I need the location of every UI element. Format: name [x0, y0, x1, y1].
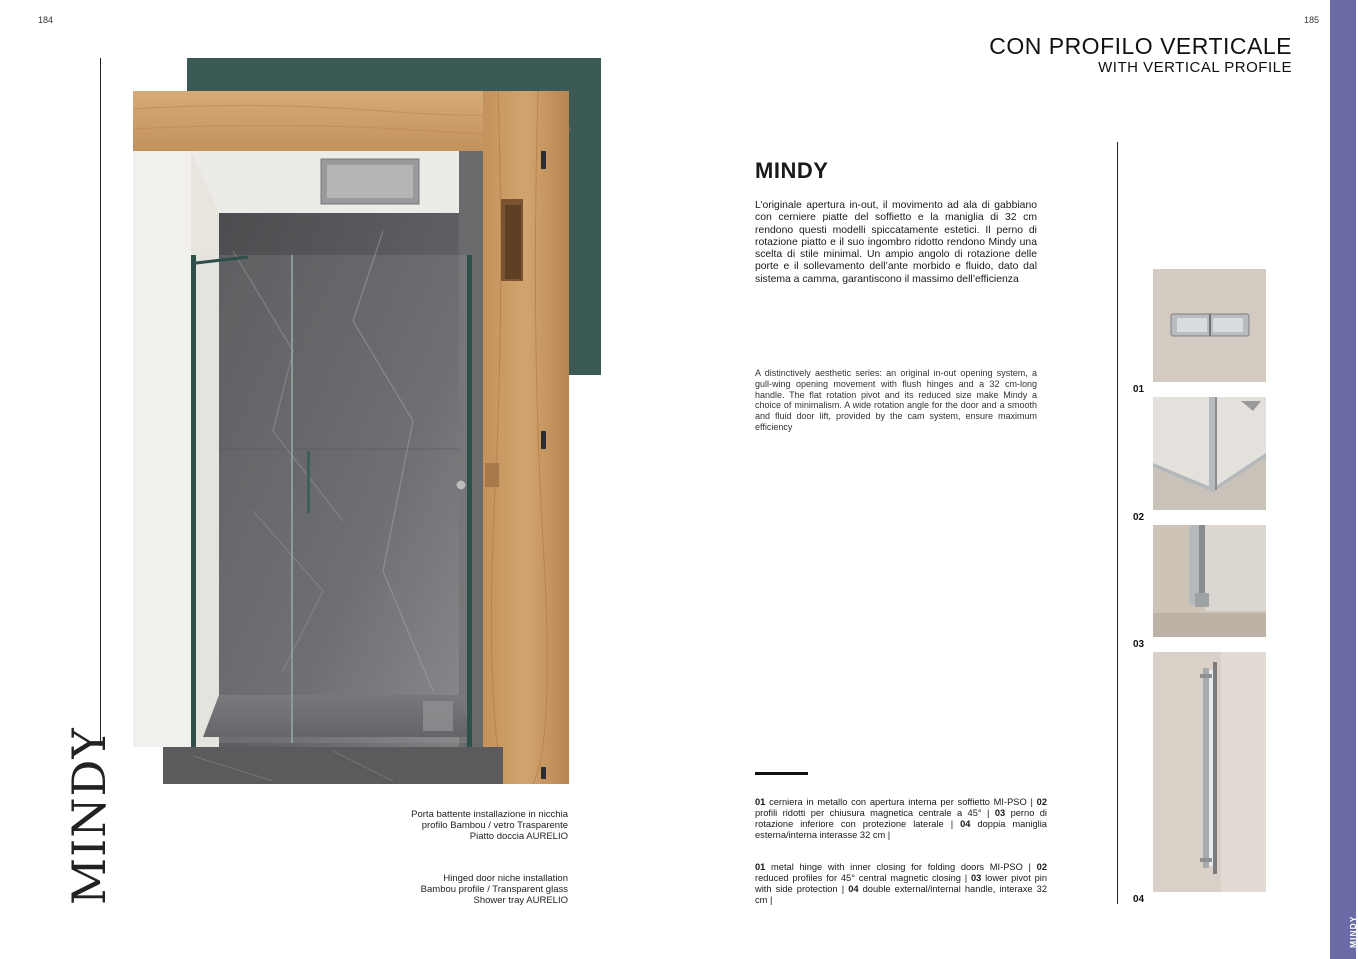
feature-en-num-3: 03 — [970, 873, 982, 883]
feature-en-num-2: 02 — [1036, 862, 1047, 872]
detail-image-pivot — [1153, 525, 1266, 637]
features-divider — [755, 772, 808, 775]
feature-it-text-1: cerniera in metallo con apertura interna per soffietto MI-PSO | — [765, 797, 1037, 807]
shower-niche-illustration — [133, 91, 569, 784]
product-title: MINDY — [755, 158, 829, 183]
description-italian: L’originale apertura in-out, il movimento ad ala di gabbiano con cerniere piatte del soffietto e la maniglia di 32 cm rendono questi modelli spiccatamente estetici. Il perno di rotazione piatto e il suo ingombro ridotto rendono Mindy una scelta di stile minimal. Un ampio angolo di rotazione delle porte e il sollevamento dell’ante morbido e fluido, dato dal sistema a camma, garantiscono il massimo dell’efficienza — [755, 200, 1037, 285]
detail-label-01: 01 — [1133, 384, 1145, 395]
caption-it-line-3: Piatto doccia AURELIO — [469, 831, 568, 842]
chapter-sidebar-label: MINDY — [1348, 915, 1358, 948]
section-heading-english: WITH VERTICAL PROFILE — [1098, 59, 1292, 76]
divider-vertical-left — [100, 58, 101, 746]
feature-en-num-1: 01 — [755, 862, 766, 872]
page-number-left: 184 — [38, 15, 54, 25]
feature-it-text-4: doppia maniglia esterna/interna interasse 32 cm | — [755, 819, 1047, 840]
section-heading-italian: CON PROFILO VERTICALE — [989, 33, 1292, 59]
feature-it-num-3: 03 — [994, 808, 1006, 818]
caption-en-line-1: Hinged door niche installation — [443, 873, 568, 884]
caption-en-line-3: Shower tray AURELIO — [473, 895, 568, 906]
description-english: A distinctively aesthetic series: an original in-out opening system, a gull-wing opening movement with flush hinges and a 32 cm-long handle. The flat rotation pivot and its reduced size make Mindy a choice of minimalism. A wide rotation angle for the door and a smooth and fluid door lift, provided by the cam system, ensure maximum efficiency — [755, 368, 1037, 432]
chapter-sidebar-tab — [1330, 0, 1356, 959]
detail-label-03: 03 — [1133, 639, 1145, 650]
feature-en-text-1: metal hinge with inner closing for folding doors MI-PSO | — [765, 862, 1037, 872]
feature-en-num-4: 04 — [848, 884, 859, 894]
caption-it-line-1: Porta battente installazione in nicchia — [411, 809, 568, 820]
vertical-product-title: MINDY — [62, 727, 116, 905]
caption-it-line-2: profilo Bambou / vetro Trasparente — [421, 820, 568, 831]
detail-image-hinge — [1153, 269, 1266, 382]
feature-en-text-4: double external/internal handle, interaxe 32 cm | — [755, 884, 1047, 905]
feature-en-text-2: reduced profiles for 45° central magnetic closing | — [755, 873, 971, 883]
detail-image-profiles — [1153, 397, 1266, 510]
feature-it-text-2: profili ridotti per chiusura magnetica centrale a 45° | — [755, 808, 995, 818]
feature-it-num-2: 02 — [1036, 797, 1047, 807]
feature-en-text-3: lower pivot pin with side protection | — [755, 873, 1047, 894]
page-number-right: 185 — [1304, 15, 1320, 25]
features-italian — [755, 797, 1047, 841]
detail-label-02: 02 — [1133, 512, 1145, 523]
features-english — [755, 862, 1047, 906]
divider-vertical-right — [1117, 142, 1118, 904]
detail-label-04: 04 — [1133, 894, 1145, 905]
feature-it-num-4: 04 — [960, 819, 971, 829]
shower-niche-photo — [133, 91, 569, 784]
caption-english — [421, 873, 568, 906]
feature-it-num-1: 01 — [755, 797, 766, 807]
caption-italian — [411, 809, 568, 842]
caption-en-line-2: Bambou profile / Transparent glass — [420, 884, 568, 895]
feature-it-text-3: perno di rotazione inferiore con protezione laterale | — [755, 808, 1048, 829]
detail-image-handle — [1153, 652, 1266, 892]
